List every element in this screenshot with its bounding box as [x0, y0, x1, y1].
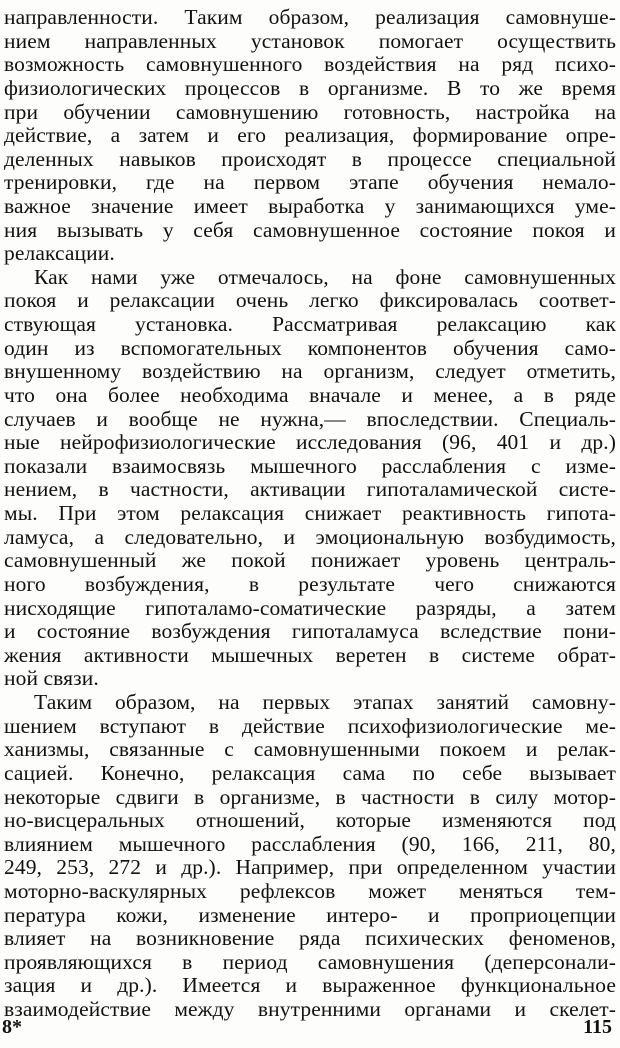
- text-line: ламуса, а следовательно, и эмоциональную возбудимость,: [4, 524, 616, 549]
- text-line: самовнушенный же покой понижает уровень централь-: [4, 548, 616, 573]
- text-line: ния вызывать у себя самовнушенное состояние покоя и: [4, 217, 616, 242]
- text-line: Как нами уже отмечалось, на фоне самовнушенных: [34, 264, 616, 289]
- text-line: зация и др.). Имеется и выраженное функциональное: [4, 973, 616, 998]
- text-line: внушенному воздействию на организм, следует отметить,: [4, 359, 616, 384]
- text-line: и состояние возбуждения гипоталамуса вследствие пони-: [4, 619, 616, 644]
- text-line: пература кожи, изменение интеро- и проприоцепции: [4, 902, 616, 927]
- text-line: Таким образом, на первых этапах занятий самовну-: [34, 690, 616, 714]
- text-line: мы. При этом релаксация снижает реактивность гипота-: [4, 501, 616, 525]
- text-line: влияет на возникновение ряда психических феноменов,: [4, 926, 616, 951]
- text-line: физиологических процессов в организме. В то же время: [4, 75, 616, 100]
- text-line: но-висцеральных отношений, которые изменяются под: [4, 808, 616, 833]
- text-line: нием направленных установок помогает осуществить: [4, 28, 616, 53]
- text-line: покоя и релаксации очень легко фиксировалась соответ-: [4, 288, 616, 313]
- text-line: направленности. Таким образом, реализация самовнуше-: [4, 5, 616, 29]
- text-line: жения активности мышечных веретен в системе обрат-: [4, 642, 616, 667]
- text-line: тренировки, где на первом этапе обучения немало-: [4, 170, 616, 195]
- text-line: влиянием мышечного расслабления (90, 166, 211, 80,: [4, 831, 616, 856]
- text-line: возможность самовнушенного воздействия на ряд психо-: [4, 52, 616, 77]
- signature-mark: 8*: [2, 1016, 22, 1038]
- text-line: при обучении самовнушению готовность, настройка на: [4, 99, 616, 124]
- text-line: нением, в частности, активации гипоталамической систе-: [4, 477, 616, 502]
- text-line: нисходящие гипоталамо-соматические разряды, а затем: [4, 595, 616, 620]
- text-line: ханизмы, связанные с самовнушенными покоем и релак-: [4, 737, 616, 762]
- text-line: действие, а затем и его реализация, формирование опре-: [4, 123, 616, 148]
- page-number: 115: [583, 1016, 612, 1038]
- text-line: проявляющихся в период самовнушения (деперсонали-: [4, 949, 616, 974]
- text-line: 249, 253, 272 и др.). Например, при определенном участии: [4, 855, 616, 880]
- text-line: сацией. Конечно, релаксация сама по себе вызывает: [4, 760, 616, 785]
- text-line: шением вступают в действие психофизиологические ме-: [4, 713, 616, 738]
- text-line: некоторые сдвиги в организме, в частности в силу мотор-: [4, 784, 616, 809]
- text-line: показали взаимосвязь мышечного расслабления с изме-: [4, 453, 616, 478]
- text-line: ствующая установка. Рассматривая релаксацию как: [4, 312, 616, 337]
- text-line: ной связи.: [4, 666, 99, 691]
- text-line: один из вспомогательных компонентов обучения само-: [4, 335, 616, 360]
- text-line: релаксации.: [4, 241, 115, 266]
- text-line: важное значение имеет выработка у занимающихся уме-: [4, 194, 616, 218]
- text-line: деленных навыков происходят в процессе специальной: [4, 146, 616, 171]
- text-line: моторно-васкулярных рефлексов может меняться тем-: [4, 878, 616, 903]
- text-line: ные нейрофизиологические исследования (96, 401 и др.): [4, 430, 616, 455]
- text-line: взаимодействие между внутренними органами и скелет-: [4, 997, 616, 1021]
- text-line: случаев и вообще не нужна,— впоследствии. Специаль-: [4, 406, 616, 431]
- text-line: ного возбуждения, в результате чего снижаются: [4, 571, 616, 596]
- text-line: что она более необходима вначале и менее, а в ряде: [4, 382, 616, 407]
